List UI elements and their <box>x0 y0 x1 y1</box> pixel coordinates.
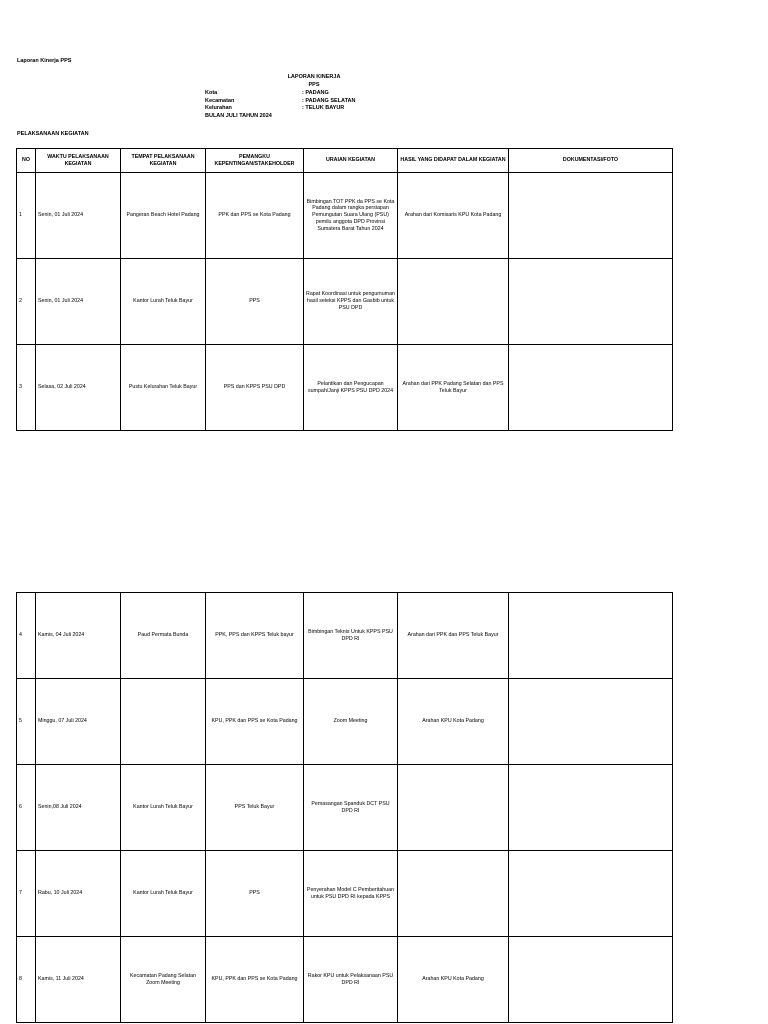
row-result: Arahan dari PPK dan PPS Teluk Bayur <box>398 593 509 679</box>
row-activity: Zoom Meeting <box>304 679 398 765</box>
row-photo-cell <box>509 679 673 765</box>
row-no: 5 <box>17 679 36 765</box>
row-result <box>398 765 509 851</box>
row-photo-cell <box>509 593 673 679</box>
meta-row <box>205 113 355 121</box>
col-header-stakeholder: PEMANGKU KEPENTINGAN/STAKEHOLDER <box>206 149 304 173</box>
row-result: Arahan dari PPK Padang Selatan dan PPS Teluk Bayur <box>398 345 509 431</box>
meta-value: : PADANG SELATAN <box>302 97 356 104</box>
row-photo-cell <box>509 765 673 851</box>
row-stakeholder: PPS Teluk Bayur <box>206 765 304 851</box>
row-photo-cell <box>509 937 673 1023</box>
row-activity: Pemasangan Spanduk DCT PSU DPD RI <box>304 765 398 851</box>
row-stakeholder: PPS <box>206 851 304 937</box>
table-row <box>17 679 673 765</box>
row-no: 8 <box>17 937 36 1023</box>
col-header-activity: URAIAN KEGIATAN <box>304 149 398 173</box>
row-result <box>398 851 509 937</box>
meta-row <box>205 90 355 98</box>
meta-key: Kelurahan <box>205 105 232 112</box>
row-activity: Rakor KPU untuk Pelaksanaan PSU DPD RI <box>304 937 398 1023</box>
activity-table-continued <box>16 592 673 1023</box>
table-row <box>17 937 673 1023</box>
row-date: Selasa, 02 Juli 2024 <box>36 345 121 431</box>
row-date: Senin, 01 Juli 2024 <box>36 173 121 259</box>
row-no: 4 <box>17 593 36 679</box>
row-date: Kamis, 11 Juli 2024 <box>36 937 121 1023</box>
meta-value: : TELUK BAYUR <box>302 105 345 112</box>
row-date: Senin, 01 Juli 2024 <box>36 259 121 345</box>
row-stakeholder: KPU, PPK dan PPS se Kota Padang <box>206 937 304 1023</box>
row-place: Pustu Kelurahan Teluk Bayur <box>121 345 206 431</box>
row-photo-cell <box>509 173 673 259</box>
row-activity: Pelantikan dan Pengucapan sumpah/Janji KPPS PSU DPD 2024 <box>304 345 398 431</box>
row-place: Kantor Lurah Teluk Bayur <box>121 765 206 851</box>
section-title: PELAKSANAAN KEGIATAN <box>17 131 89 137</box>
report-subtitle: PPS <box>308 82 320 88</box>
table-row <box>17 593 673 679</box>
table-row <box>17 851 673 937</box>
row-activity: Rapat Koordinasi untuk pengumuman hasil seleksi KPPS dan Gasbib untuk PSU DPD <box>304 259 398 345</box>
table-header-row <box>17 149 673 173</box>
meta-period: BULAN JULI TAHUN 2024 <box>205 113 272 120</box>
row-place <box>121 679 206 765</box>
col-header-result: HASIL YANG DIDAPAT DALAM KEGIATAN <box>398 149 509 173</box>
meta-value: : PADANG <box>302 90 329 96</box>
row-result: Arahan KPU Kota Padang <box>398 937 509 1023</box>
meta-key: Kecamatan <box>205 97 235 104</box>
activity-table <box>16 148 673 431</box>
table-row <box>17 765 673 851</box>
row-photo-cell <box>509 259 673 345</box>
row-result: Arahan dari Komisaris KPU Kota Padang <box>398 173 509 259</box>
row-date: Minggu, 07 Juli 2024 <box>36 679 121 765</box>
row-stakeholder: PPK, PPS dan KPPS Teluk bayur <box>206 593 304 679</box>
table-row <box>17 259 673 345</box>
row-no: 3 <box>17 345 36 431</box>
row-no: 1 <box>17 173 36 259</box>
row-activity: Bimbingan Teknis Untuk KPPS PSU DPD RI <box>304 593 398 679</box>
col-header-no: NO <box>17 149 36 173</box>
document-label: Laporan Kinerja PPS <box>17 58 72 64</box>
table-row <box>17 173 673 259</box>
row-place: Paud Permata Bunda <box>121 593 206 679</box>
col-header-photo: DOKUMENTASI/FOTO <box>509 149 673 173</box>
row-place: Kantor Lurah Teluk Bayur <box>121 851 206 937</box>
meta-row <box>205 98 355 106</box>
row-date: Kamis, 04 Juli 2024 <box>36 593 121 679</box>
col-header-time: WAKTU PELAKSANAAN KEGIATAN <box>36 149 121 173</box>
row-activity: Penyerahan Model C Pemberitahuan untuk PSU DPD RI kepada KPPS <box>304 851 398 937</box>
report-meta <box>205 90 355 121</box>
row-result <box>398 259 509 345</box>
meta-key: Kota <box>205 90 218 96</box>
row-stakeholder: KPU, PPK dan PPS se Kota Padang <box>206 679 304 765</box>
row-place: Kecamatan Padang Selatan Zoom Meeting <box>121 937 206 1023</box>
row-date: Rabu, 10 Juli 2024 <box>36 851 121 937</box>
row-no: 2 <box>17 259 36 345</box>
row-stakeholder: PPS dan KPPS PSU DPD <box>206 345 304 431</box>
row-stakeholder: PPS <box>206 259 304 345</box>
report-title: LAPORAN KINERJA <box>287 74 341 80</box>
row-result: Arahan KPU Kota Padang <box>398 679 509 765</box>
row-activity: Bimbingan TOT PPK da PPS se Kota Padang dalam rangka persiapan Pemungutan Suara Ulang (PSU) pemilu anggota DPD Provinsi Sumatera Barat Tahun 2024 <box>304 173 398 259</box>
row-photo-cell <box>509 345 673 431</box>
row-place: Pangeran Beach Hotel Padang <box>121 173 206 259</box>
row-date: Senin,08 Juli 2024 <box>36 765 121 851</box>
table-row <box>17 345 673 431</box>
meta-row <box>205 105 355 113</box>
row-photo-cell <box>509 851 673 937</box>
col-header-place: TEMPAT PELAKSANAAN KEGIATAN <box>121 149 206 173</box>
row-no: 6 <box>17 765 36 851</box>
row-no: 7 <box>17 851 36 937</box>
row-place: Kantor Lurah Teluk Bayur <box>121 259 206 345</box>
row-stakeholder: PPK dan PPS se Kota Padang <box>206 173 304 259</box>
